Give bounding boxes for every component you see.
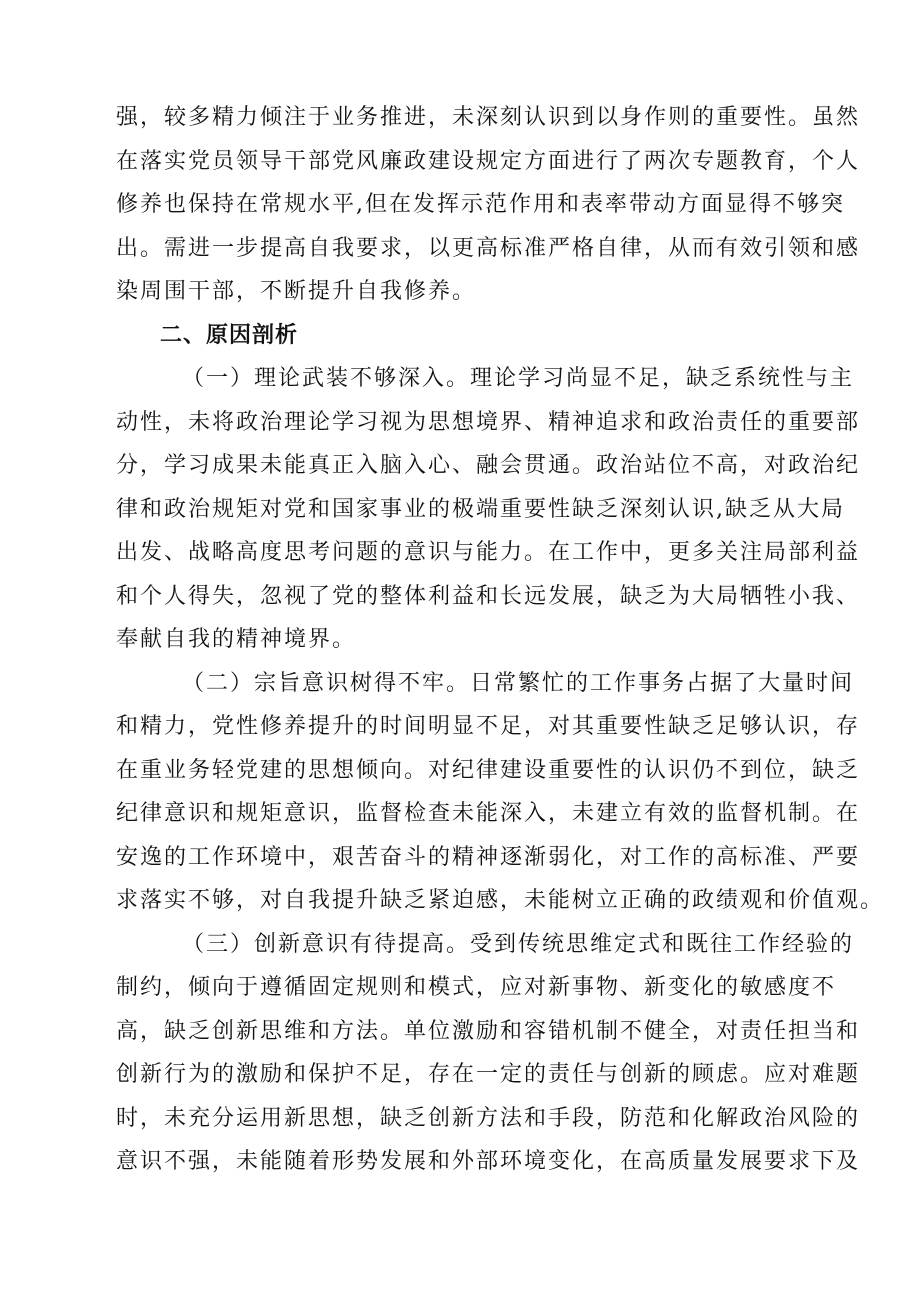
paragraph-intro (116, 96, 861, 314)
text-line: 律和政治规矩对党和国家事业的极端重要性缺乏深刻认识,缺乏从大局 (116, 496, 845, 522)
text-line: 染周围干部，不断提升自我修养。 (116, 279, 477, 304)
text-line: 纪律意识和规矩意识，监督检查未能深入，未建立有效的监督机制。在 (116, 801, 861, 826)
paragraph-theory (116, 357, 861, 662)
text-line: 创新行为的激励和保护不足，存在一定的责任与创新的顾虑。应对难题 (116, 1062, 861, 1087)
text-line: 时，未充分运用新思想，缺乏创新方法和手段，防范和化解政治风险的 (116, 1105, 861, 1131)
text-line: （三）创新意识有待提高。受到传统思维定式和既往工作经验的 (182, 931, 855, 957)
text-line: （二）宗旨意识树得不牢。日常繁忙的工作事务占据了大量时间 (182, 670, 855, 696)
text-line: 意识不强，未能随着形势发展和外部环境变化，在高质量发展要求下及 (116, 1149, 861, 1174)
text-line: 强，较多精力倾注于业务推进，未深刻认识到以身作则的重要性。虽然 (116, 105, 861, 130)
paragraph-innovation (116, 923, 861, 1184)
text-line: 分，学习成果未能真正入脑入心、融会贯通。政治站位不高，对政治纪 (116, 453, 861, 478)
text-line: 动性，未将政治理论学习视为思想境界、精神追求和政治责任的重要部 (116, 409, 861, 435)
text-line: 出发、战略高度思考问题的意识与能力。在工作中，更多关注局部利益 (116, 540, 861, 565)
text-line: 安逸的工作环境中，艰苦奋斗的精神逐渐弱化，对工作的高标准、严要 (116, 844, 861, 870)
section-heading: 二、原因剖析 (160, 322, 299, 348)
document-page (116, 96, 885, 1184)
text-line: 在重业务轻党建的思想倾向。对纪律建设重要性的认识仍不到位，缺乏 (116, 757, 861, 783)
text-line: （一）理论武装不够深入。理论学习尚显不足，缺乏系统性与主 (182, 366, 855, 391)
text-line: 高，缺乏创新思维和方法。单位激励和容错机制不健全，对责任担当和 (116, 1018, 861, 1044)
text-line: 和个人得失，忽视了党的整体利益和长远发展，缺乏为大局牺牲小我、 (116, 583, 861, 609)
text-line: 出。需进一步提高自我要求，以更高标准严格自律，从而有效引领和感 (116, 235, 861, 261)
text-line: 求落实不够，对自我提升缺乏紧迫感，未能树立正确的政绩观和价值观。 (116, 888, 885, 913)
text-line: 制约，倾向于遵循固定规则和模式，应对新事物、新变化的敏感度不 (116, 975, 837, 1000)
text-line: 和精力，党性修养提升的时间明显不足，对其重要性缺乏足够认识，存 (116, 714, 861, 739)
text-line: 修养也保持在常规水平,但在发挥示范作用和表率带动方面显得不够突 (116, 192, 845, 217)
paragraph-purpose (116, 662, 885, 923)
text-line: 在落实党员领导干部党风廉政建设规定方面进行了两次专题教育，个人 (116, 148, 861, 174)
text-line: 奉献自我的精神境界。 (116, 627, 357, 652)
